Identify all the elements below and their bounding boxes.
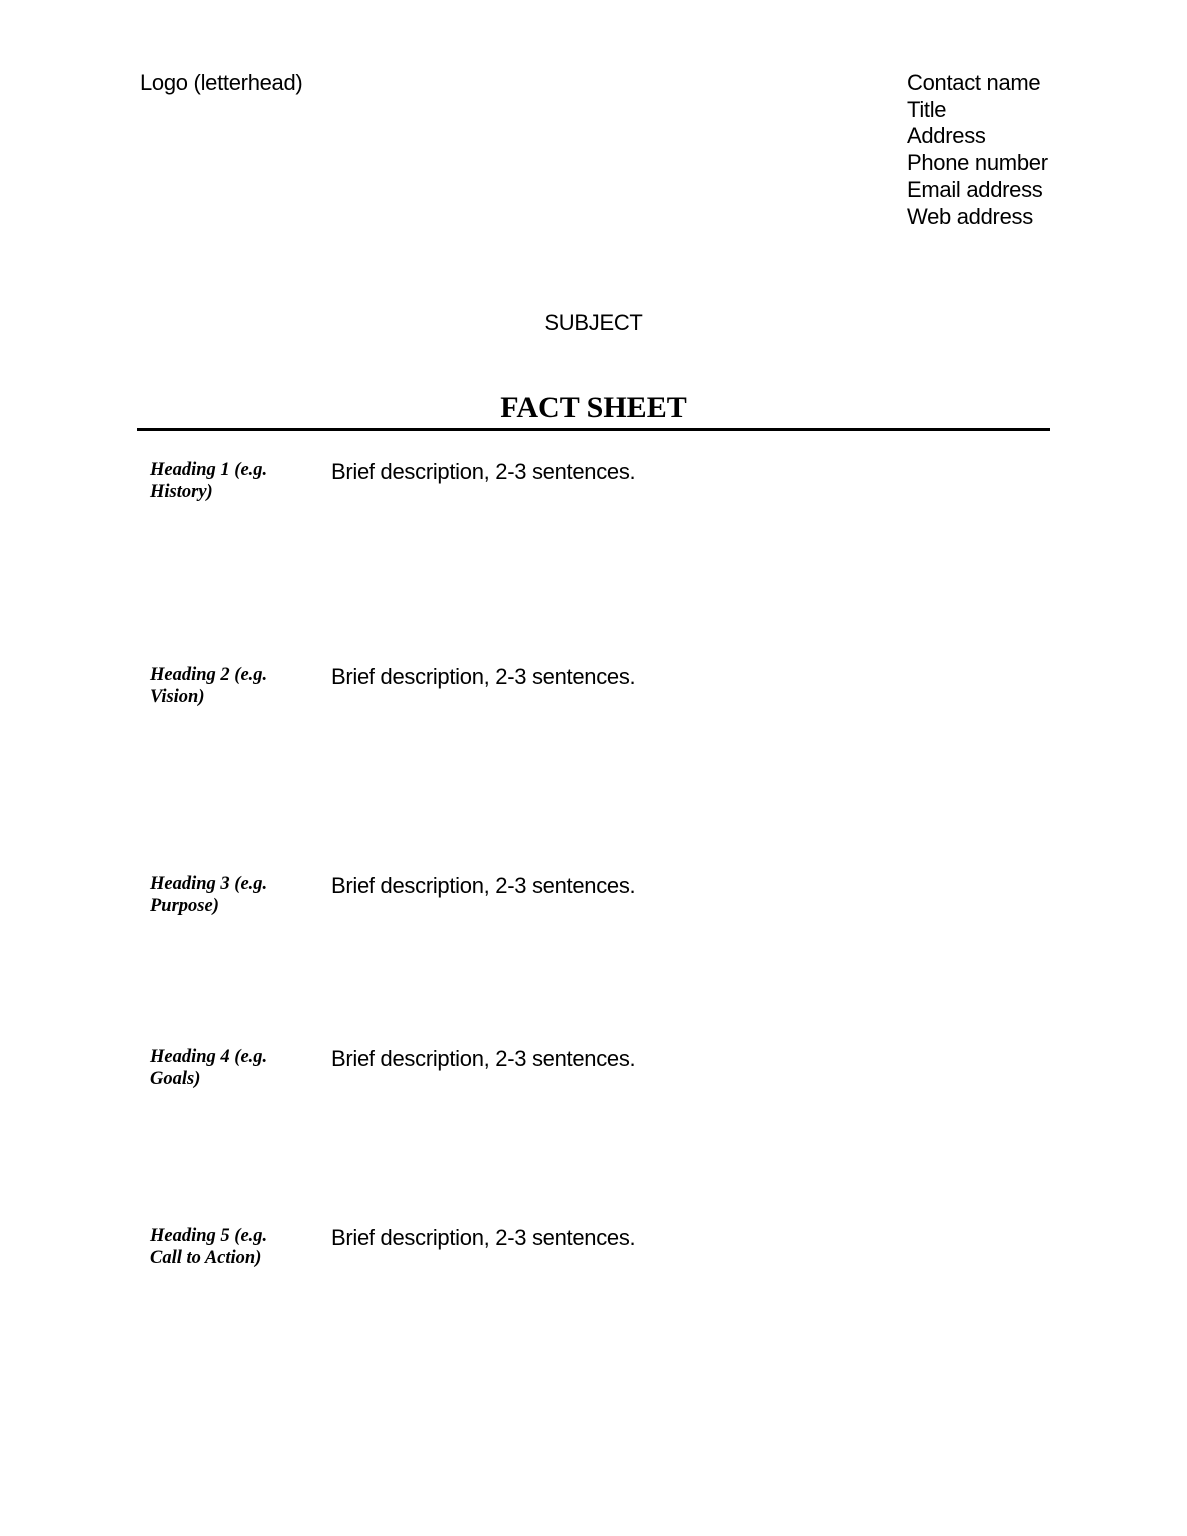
section-description-1: Brief description, 2-3 sentences.: [331, 459, 636, 484]
section-description-4: Brief description, 2-3 sentences.: [331, 1046, 636, 1071]
title-divider: [137, 428, 1050, 431]
page-title: FACT SHEET: [500, 391, 687, 424]
section-description-5: Brief description, 2-3 sentences.: [331, 1225, 636, 1250]
contact-name: Contact name: [907, 70, 1041, 95]
contact-block: [907, 70, 1048, 230]
section-heading-line: Purpose): [150, 896, 219, 916]
logo-placeholder: Logo (letterhead): [140, 70, 303, 95]
section-description-2: Brief description, 2-3 sentences.: [331, 664, 636, 689]
section-heading-line: Heading 1 (e.g.: [150, 460, 268, 480]
contact-web: Web address: [907, 203, 1033, 229]
section-description-3: Brief description, 2-3 sentences.: [331, 873, 636, 898]
section-heading-line: Goals): [150, 1069, 201, 1089]
section-heading-line: Heading 3 (e.g.: [150, 874, 268, 894]
contact-phone: Phone number: [907, 150, 1048, 176]
contact-address: Address: [907, 123, 986, 149]
section-heading-line: Heading 4 (e.g.: [150, 1047, 268, 1067]
section-heading-3: [150, 873, 300, 917]
section-heading-line: Heading 2 (e.g.: [150, 665, 268, 685]
section-heading-line: History): [150, 482, 213, 502]
subject-line: SUBJECT: [544, 310, 643, 335]
section-heading-line: Call to Action): [150, 1248, 262, 1268]
section-heading-4: [150, 1046, 300, 1090]
contact-email: Email address: [907, 176, 1043, 202]
section-heading-2: [150, 664, 300, 708]
contact-title: Title: [907, 96, 947, 122]
section-heading-1: [150, 459, 300, 503]
section-heading-line: Heading 5 (e.g.: [150, 1226, 268, 1246]
section-heading-5: [150, 1225, 300, 1269]
section-heading-line: Vision): [150, 687, 205, 707]
